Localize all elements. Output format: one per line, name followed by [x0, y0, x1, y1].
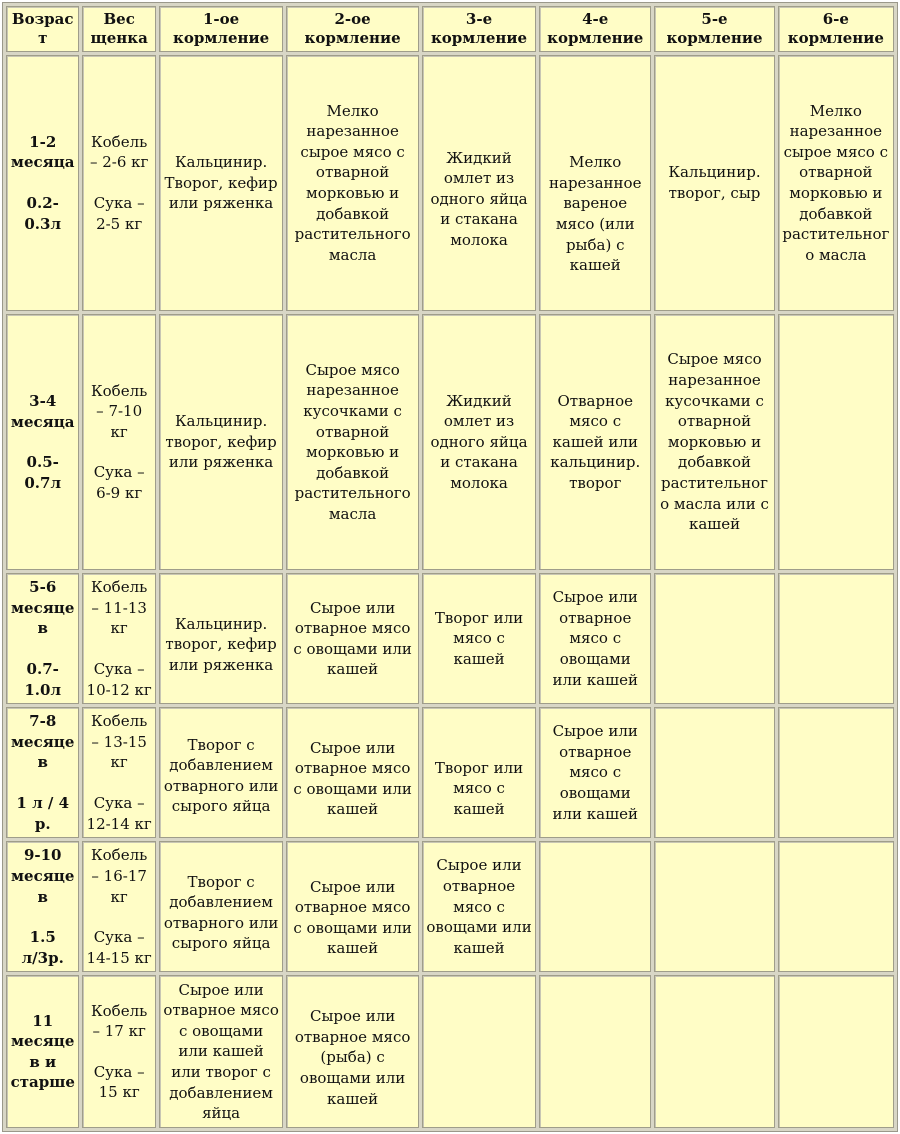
female-weight: Сука – 12-14 кг — [86, 794, 152, 833]
feeding-4-cell: Отварное мясо с кашей или кальцинир. творог — [539, 314, 651, 570]
feeding-1-cell: Творог с добавлением отварного или сырого яйца — [159, 707, 283, 838]
header-feeding-6: 6-е кормление — [778, 6, 894, 52]
header-feeding-2: 2-ое кормление — [286, 6, 419, 52]
age-cell — [6, 55, 79, 311]
weight-cell — [82, 55, 155, 311]
male-weight: Кобель – 11-13 кг — [91, 578, 148, 638]
feeding-4-cell — [539, 975, 651, 1128]
daily-volume: 0.2-0.3л — [24, 194, 62, 233]
feeding-6-cell — [778, 975, 894, 1128]
feeding-2-cell: Сырое или отварное мясо с овощами или кашей — [286, 707, 419, 838]
age-cell — [6, 314, 79, 570]
age-label: 11 месяцев и старше — [10, 1011, 75, 1092]
feeding-5-cell: Сырое мясо нарезанное кусочками с отварной морковью и добавкой растительного масла или с кашей — [654, 314, 774, 570]
age-cell — [6, 975, 79, 1128]
weight-cell — [82, 707, 155, 838]
feeding-3-cell: Творог или мясо с кашей — [422, 573, 536, 704]
male-weight: Кобель – 16-17 кг — [91, 846, 148, 906]
feeding-1-cell: Кальцинир. Творог, кефир или ряженка — [159, 55, 283, 311]
header-feeding-3: 3-е кормление — [422, 6, 536, 52]
age-cell — [6, 707, 79, 838]
daily-volume: 1 л / 4 р. — [16, 794, 70, 833]
feeding-1-cell: Творог с добавлением отварного или сырого яйца — [159, 841, 283, 972]
daily-volume: 1.5 л/3р. — [21, 928, 64, 967]
feeding-2-cell: Сырое или отварное мясо с овощами или кашей — [286, 573, 419, 704]
header-feeding-4: 4-е кормление — [539, 6, 651, 52]
feeding-1-cell: Сырое или отварное мясо с овощами или кашей или творог с добавлением яйца — [159, 975, 283, 1128]
feeding-2-cell: Сырое мясо нарезанное кусочками с отварной морковью и добавкой растительного масла — [286, 314, 419, 570]
header-feeding-1: 1-ое кормление — [159, 6, 283, 52]
feeding-5-cell: Кальцинир. творог, сыр — [654, 55, 774, 311]
feeding-4-cell: Сырое или отварное мясо с овощами или кашей — [539, 707, 651, 838]
feeding-3-cell: Сырое или отварное мясо с овощами или кашей — [422, 841, 536, 972]
age-cell — [6, 841, 79, 972]
feeding-1-cell: Кальцинир. творог, кефир или ряженка — [159, 314, 283, 570]
female-weight: Сука – 15 кг — [93, 1062, 145, 1102]
daily-volume: 0.7-1.0л — [24, 660, 62, 699]
feeding-5-cell — [654, 841, 774, 972]
puppy-feeding-table — [2, 2, 898, 1132]
header-feeding-5: 5-е кормление — [654, 6, 774, 52]
feeding-3-cell: Творог или мясо с кашей — [422, 707, 536, 838]
table-row — [6, 841, 894, 972]
feeding-6-cell — [778, 841, 894, 972]
weight-cell — [82, 573, 155, 704]
male-weight: Кобель – 17 кг — [91, 1001, 148, 1041]
table-row — [6, 975, 894, 1128]
table-row — [6, 55, 894, 311]
table-row — [6, 707, 894, 838]
male-weight: Кобель – 13-15 кг — [91, 712, 148, 772]
weight-cell — [82, 314, 155, 570]
age-cell — [6, 573, 79, 704]
feeding-2-cell: Сырое или отварное мясо с овощами или кашей — [286, 841, 419, 972]
female-weight: Сука – 10-12 кг — [86, 660, 152, 699]
header-weight: Вес щенка — [82, 6, 155, 52]
female-weight: Сука – 14-15 кг — [86, 928, 152, 967]
age-label: 1-2 месяца — [10, 132, 75, 172]
header-age: Возраст — [6, 6, 79, 52]
male-weight: Кобель – 2-6 кг — [89, 132, 149, 172]
feeding-6-cell: Мелко нарезанное сырое мясо с отварной морковью и добавкой растительного масла — [778, 55, 894, 311]
feeding-6-cell — [778, 707, 894, 838]
feeding-4-cell: Сырое или отварное мясо с овощами или кашей — [539, 573, 651, 704]
female-weight: Сука – 6-9 кг — [93, 463, 145, 503]
feeding-3-cell: Жидкий омлет из одного яйца и стакана молока — [422, 314, 536, 570]
male-weight: Кобель – 7-10 кг — [91, 381, 148, 441]
feeding-3-cell: Жидкий омлет из одного яйца и стакана молока — [422, 55, 536, 311]
age-label: 5-6 месяцев — [11, 578, 75, 638]
feeding-3-cell — [422, 975, 536, 1128]
feeding-5-cell — [654, 975, 774, 1128]
feeding-5-cell — [654, 573, 774, 704]
daily-volume: 0.5-0.7л — [24, 453, 62, 492]
feeding-2-cell: Сырое или отварное мясо (рыба) с овощами или кашей — [286, 975, 419, 1128]
header-row — [6, 6, 894, 52]
age-label: 3-4 месяца — [10, 391, 75, 431]
table-row — [6, 573, 894, 704]
feeding-6-cell — [778, 314, 894, 570]
age-label: 9-10 месяцев — [11, 846, 75, 906]
weight-cell — [82, 975, 155, 1128]
female-weight: Сука – 2-5 кг — [93, 194, 145, 233]
feeding-6-cell — [778, 573, 894, 704]
feeding-2-cell: Мелко нарезанное сырое мясо с отварной морковью и добавкой растительного масла — [286, 55, 419, 311]
feeding-5-cell — [654, 707, 774, 838]
feeding-4-cell — [539, 841, 651, 972]
weight-cell — [82, 841, 155, 972]
age-label: 7-8 месяцев — [11, 712, 75, 772]
feeding-1-cell: Кальцинир. творог, кефир или ряженка — [159, 573, 283, 704]
feeding-4-cell: Мелко нарезанное вареное мясо (или рыба) с кашей — [539, 55, 651, 311]
table-row — [6, 314, 894, 570]
